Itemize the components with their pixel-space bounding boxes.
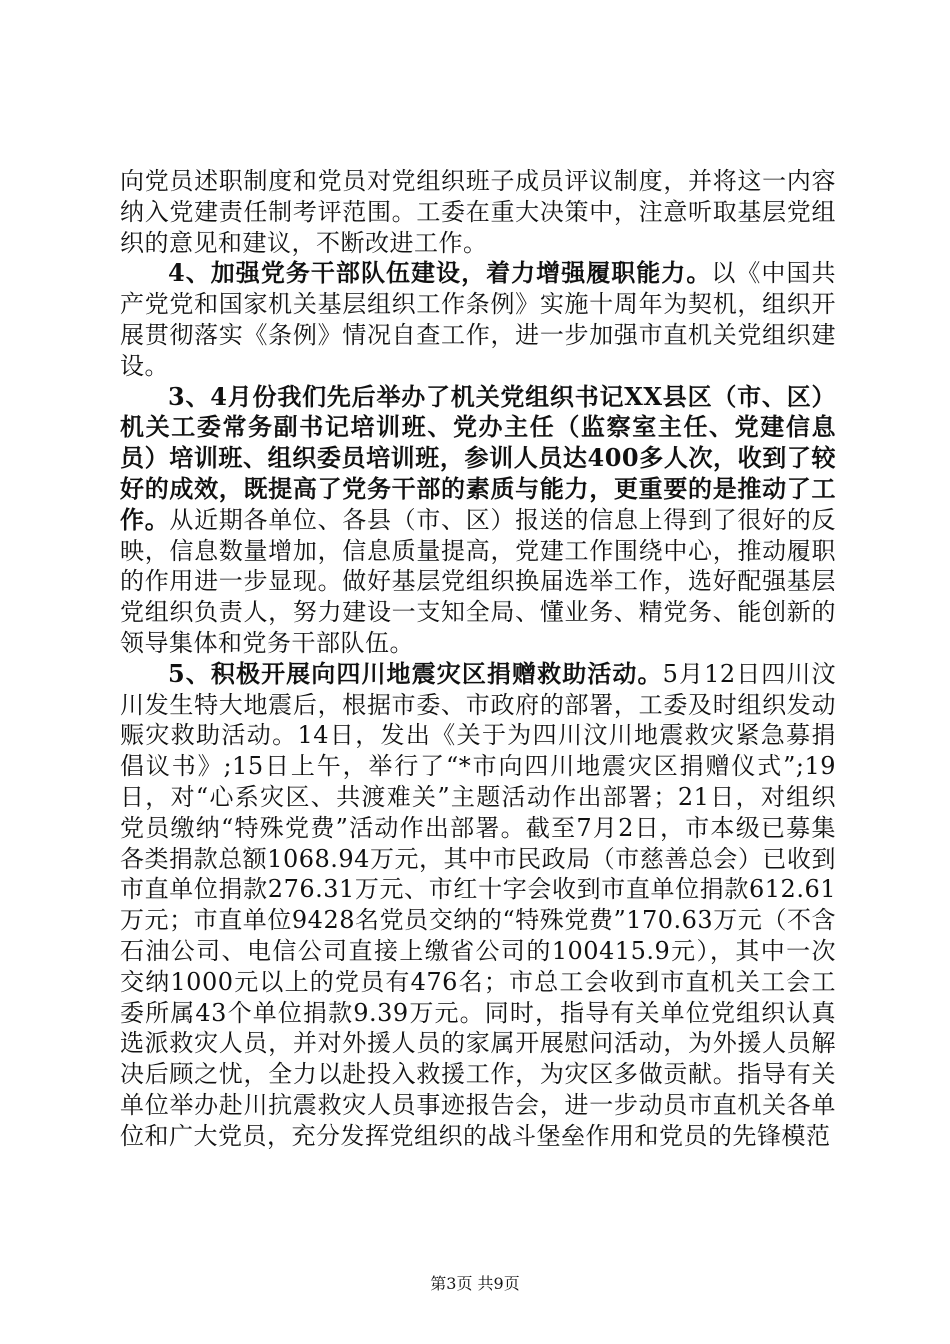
- paragraph-1: [120, 166, 836, 258]
- paragraph-2-heading: 4、加强党务干部队伍建设，着力增强履职能力。: [168, 258, 712, 288]
- paragraph-2-text: 以《中国共产党党和国家机关基层组织工作条例》实施十周年为契机，组织开展贯彻落实《条例》情况自查工作，进一步加强市直机关党组织建设。: [120, 259, 836, 380]
- paragraph-4: [120, 659, 836, 1152]
- paragraph-3: [120, 382, 836, 659]
- paragraph-4-heading: 5、积极开展向四川地震灾区捐赠救助活动。: [168, 658, 663, 688]
- paragraph-3-text: 从近期各单位、各县（市、区）报送的信息上得到了很好的反映，信息数量增加，信息质量提高，党建工作围绕中心，推动履职的作用进一步显现。做好基层党组织换届选举工作，选好配强基层党组织负责人，努力建设一支知全局、懂业务、精党务、能创新的领导集体和党务干部队伍。: [120, 505, 837, 657]
- document-body: [120, 166, 836, 1152]
- paragraph-2: [120, 258, 836, 381]
- paragraph-1-text: 向党员述职制度和党员对党组织班子成员评议制度，并将这一内容纳入党建责任制考评范围。工委在重大决策中，注意听取基层党组织的意见和建议，不断改进工作。: [120, 167, 836, 257]
- paragraph-3-heading: 3、4月份我们先后举办了机关党组织书记XX县区（市、区）机关工委常务副书记培训班、党办主任（监察室主任、党建信息员）培训班、组织委员培训班，参训人员达400多人次，收到了较好的成效，既提高了党务干部的素质与能力，更重要的是推动了工作。: [120, 381, 836, 534]
- page-number-footer: 第3页 共9页: [430, 1274, 520, 1293]
- paragraph-4-text: 5月12日四川汶川发生特大地震后，根据市委、市政府的部署，工委及时组织发动赈灾救助活动。14日，发出《关于为四川汶川地震救灾紧急募捐倡议书》;15日上午，举行了“*市向四川地震灾区捐赠仪式”;19日，对“心系灾区、共渡难关”主题活动作出部署；21日，对组织党员缴纳“特殊党费”活动作出部署。截至7月2日，市本级已募集各类捐款总额1068.94万元，其中市民政局（市慈善总会）已收到市直单位捐款276.31万元、市红十字会收到市直单位捐款612.61万元；市直单位9428名党员交纳的“特殊党费”170.63万元（不含石油公司、电信公司直接上缴省公司的100415.9元），其中一次交纳1000元以上的党员有476名；市总工会收到市直机关工会工委所属43个单位捐款9.39万元。同时，指导有关单位党组织认真选派救灾人员，并对外援人员的家属开展慰问活动，为外援人员解决后顾之忧，全力以赴投入救援工作，为灾区多做贡献。指导有关单位举办赴川抗震救灾人员事迹报告会，进一步动员市直机关各单位和广大党员，充分发挥党组织的战斗堡垒作用和党员的先锋模范: [120, 659, 836, 1150]
